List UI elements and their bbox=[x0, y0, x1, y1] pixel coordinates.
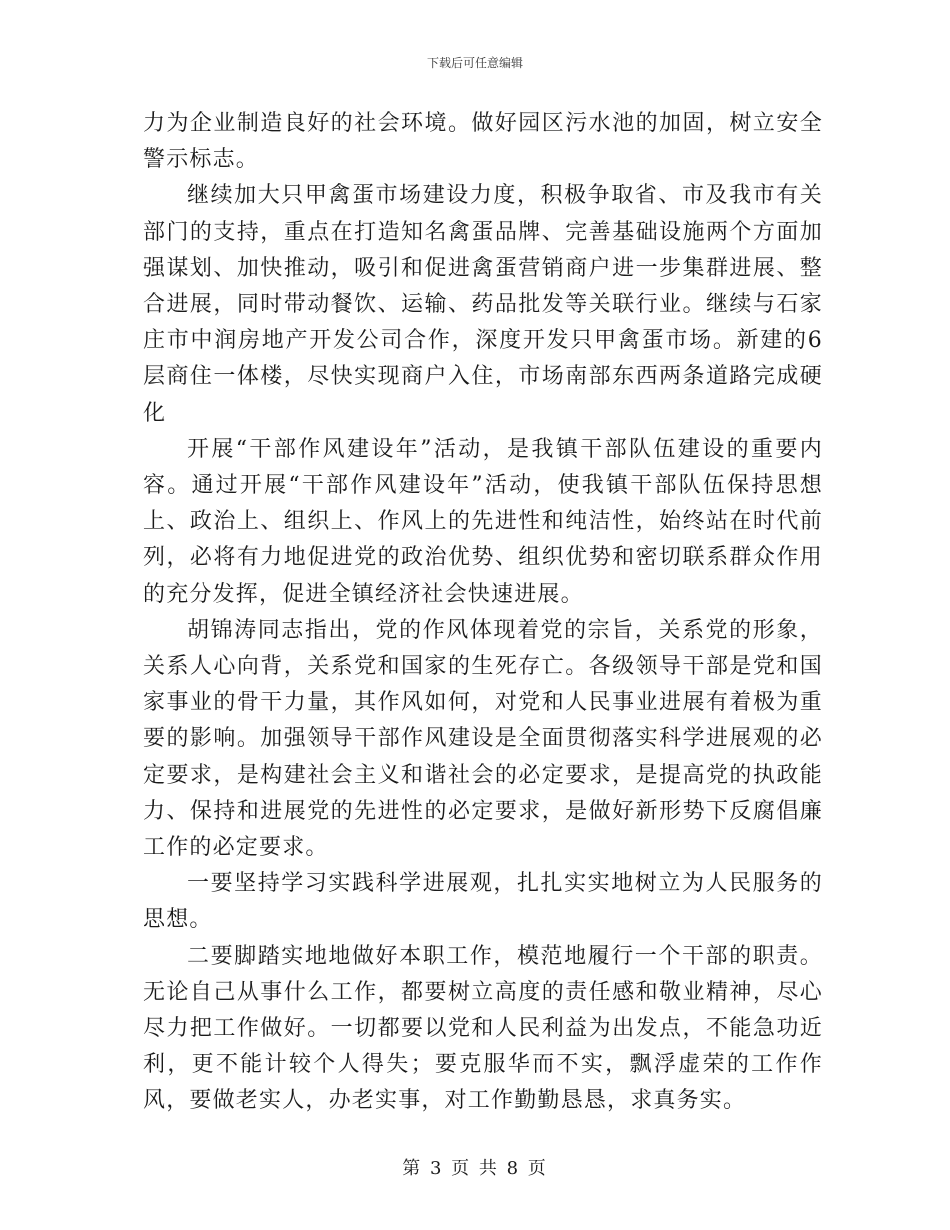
paragraph-continuation: 力为企业制造良好的社会环境。做好园区污水池的加固，树立安全警示标志。 bbox=[143, 111, 823, 173]
page-number: 第 3 页 共 8 页 bbox=[402, 1158, 548, 1179]
paragraph-egg-market: 继续加大只甲禽蛋市场建设力度，积极争取省、市及我市有关部门的支持，重点在打造知名禽蛋品牌、完善基础设施两个方面加强谋划、加快推动，吸引和促进禽蛋营销商户进一步集群进展、整合进展，同时带动餐饮、运输、药品批发等关联行业。继续与石家庄市中润房地产开发公司合作，深度开发只甲禽蛋市场。新建的6层商住一体楼，尽快实现商户入住，市场南部东西两条道路完成硬化 bbox=[143, 183, 823, 426]
paragraph-point-two: 二要脚踏实地地做好本职工作，模范地履行一个干部的职责。无论自己从事什么工作，都要树立高度的责任感和敬业精神，尽心尽力把工作做好。一切都要以党和人民利益为出发点，不能急功近利，更不能计较个人得失；要克服华而不实，飘浮虚荣的工作作风，要做老实人，办老实事，对工作勤勤恳恳，求真务实。 bbox=[143, 943, 823, 1114]
paragraph-cadre-campaign: 开展“干部作风建设年”活动，是我镇干部队伍建设的重要内容。通过开展“干部作风建设年”活动，使我镇干部队伍保持思想上、政治上、组织上、作风上的先进性和纯洁性，始终站在时代前列，必将有力地促进党的政治优势、组织优势和密切联系群众作用的充分发挥，促进全镇经济社会快速进展。 bbox=[143, 436, 823, 607]
paragraph-hu-jintao-quote: 胡锦涛同志指出，党的作风体现着党的宗旨，关系党的形象，关系人心向背，关系党和国家的生死存亡。各级领导干部是党和国家事业的骨干力量，其作风如何，对党和人民事业进展有着极为重要的影响。加强领导干部作风建设是全面贯彻落实科学进展观的必定要求，是构建社会主义和谐社会的必定要求，是提高党的执政能力、保持和进展党的先进性的必定要求，是做好新形势下反腐倡廉工作的必定要求。 bbox=[143, 617, 823, 861]
paragraph-point-one: 一要坚持学习实践科学进展观，扎扎实实地树立为人民服务的思想。 bbox=[143, 871, 823, 933]
page-header: 下载后可任意编辑 bbox=[426, 56, 523, 70]
document-body bbox=[143, 106, 823, 1120]
